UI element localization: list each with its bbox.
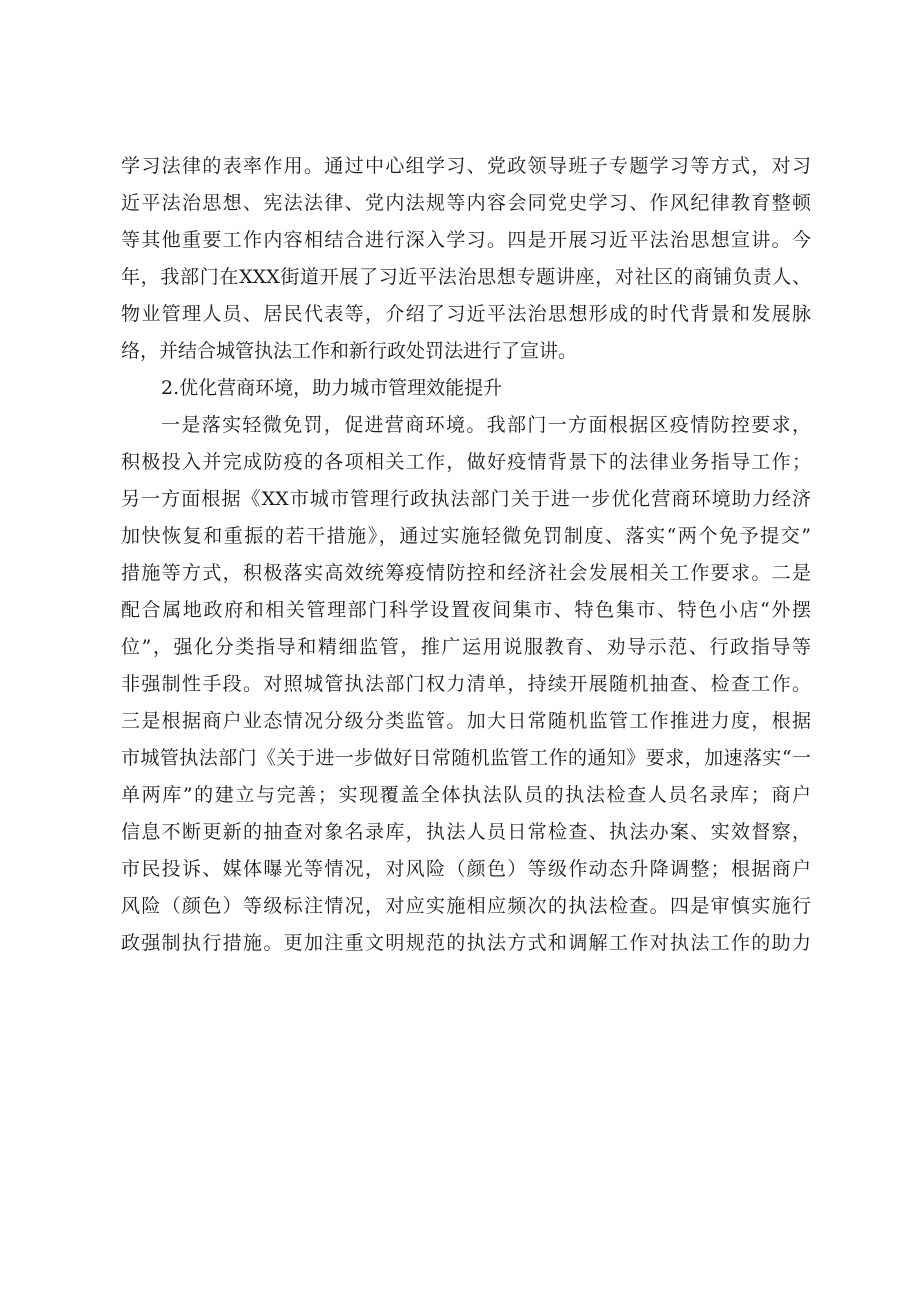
text-line: 位”，强化分类指导和精细监管，推广运用说服教育、劝导示范、行政指导等 [121,636,811,658]
text-line: 络，并结合城管执法工作和新行政处罚法进行了宣讲。 [121,340,578,362]
text-line: 三是根据商户业态情况分级分类监管。加大日常随机监管工作推进力度，根据 [121,710,811,732]
text-line: 配合属地政府和相关管理部门科学设置夜间集市、特色集市、特色小店“外摆 [121,599,811,621]
text-line: 市民投诉、媒体曝光等情况，对风险（颜色）等级作动态升降调整；根据商户 [121,858,811,880]
section-heading: 2.优化营商环境，助力城市管理效能提升 [161,377,503,399]
text-line: 近平法治思想、宪法法律、党内法规等内容会同党史学习、作风纪律教育整顿 [121,192,811,214]
text-line: 物业管理人员、居民代表等，介绍了习近平法治思想形成的时代背景和发展脉 [121,303,811,325]
text-line: 积极投入并完成防疫的各项相关工作，做好疫情背景下的法律业务指导工作； [121,451,811,473]
text-line: 市城管执法部门《关于进一步做好日常随机监管工作的通知》要求，加速落实“一 [121,747,811,769]
text-line: 风险（颜色）等级标注情况，对应实施相应频次的执法检查。四是审慎实施行 [121,895,811,917]
text-line: 年，我部门在XXX街道开展了习近平法治思想专题讲座，对社区的商铺负责人、 [121,266,811,288]
text-line: 另一方面根据《XX市城市管理行政执法部门关于进一步优化营商环境助力经济 [121,488,811,510]
document-body [121,148,811,962]
text-line: 措施等方式，积极落实高效统筹疫情防控和经济社会发展相关工作要求。二是 [121,562,811,584]
text-line: 单两库”的建立与完善；实现覆盖全体执法队员的执法检查人员名录库；商户 [121,784,811,806]
text-line: 等其他重要工作内容相结合进行深入学习。四是开展习近平法治思想宣讲。今 [121,229,811,251]
text-line: 政强制执行措施。更加注重文明规范的执法方式和调解工作对执法工作的助力 [121,932,811,954]
text-line: 学习法律的表率作用。通过中心组学习、党政领导班子专题学习等方式，对习 [121,155,811,177]
text-line: 信息不断更新的抽查对象名录库，执法人员日常检查、执法办案、实效督察， [121,821,811,843]
text-line: 一是落实轻微免罚，促进营商环境。我部门一方面根据区疫情防控要求， [161,414,811,436]
text-line: 加快恢复和重振的若干措施》，通过实施轻微免罚制度、落实“两个免予提交” [121,525,811,547]
text-line: 非强制性手段。对照城管执法部门权力清单，持续开展随机抽查、检查工作。 [121,673,811,695]
